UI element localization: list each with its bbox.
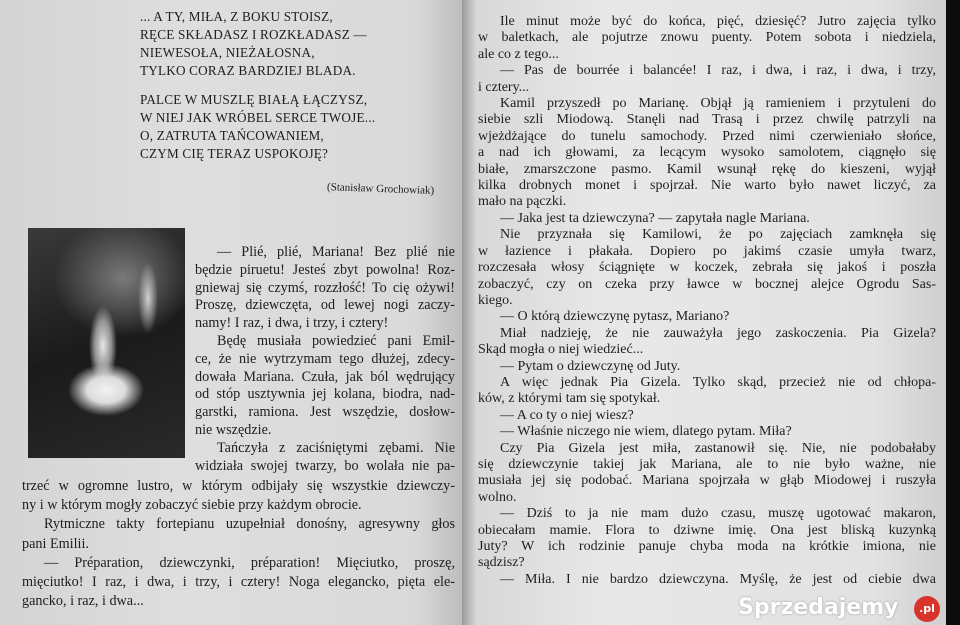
- text-line: Rytmiczne takty fortepianu uzupełniał donośny, agresywny głos: [44, 516, 455, 533]
- text-line: gancko, i raz, i dwa...: [22, 593, 144, 610]
- text-line: ny i w którym mogły zobaczyć siebie przy każdym obrocie.: [22, 497, 362, 514]
- text-line: — Préparation, dziewczynki, préparation! Mięciutko, proszę,: [44, 554, 455, 571]
- book-edge-shadow: [946, 0, 960, 625]
- text-line: będzie piruetu! Jesteś zbyt powolna! Roz-: [195, 261, 455, 278]
- text-line: musiała jej się podobać. Mariana spojrzała w głąb Miodowej i ruszyła: [478, 473, 936, 489]
- text-line: — Właśnie niczego nie wiem, dlatego pytam. Miła?: [500, 424, 792, 440]
- text-line: namy! I raz, i dwa, i trzy, i cztery!: [195, 315, 389, 332]
- text-line: Tańczyła z zaciśniętymi zębami. Nie: [217, 439, 455, 456]
- text-line: siebie szli Miodową. Stanęli nad Trasą i przez chwilę patrzyli na: [478, 112, 936, 128]
- right-page-text: [478, 14, 936, 588]
- text-line: widziała swojej twarzy, bo wolała nie pa-: [195, 457, 455, 474]
- text-line: się dziewczynie takiej jak Mariana, ale to nie było ważne, nie: [478, 456, 936, 472]
- text-line: mało na pączki.: [478, 194, 567, 210]
- text-line: sądzisz?: [478, 555, 525, 571]
- text-line: od stóp usztywnia jej kolana, biodra, nad-: [195, 386, 455, 403]
- text-beside-photo: [195, 244, 455, 475]
- text-line: białe, zmarszczone pasmo. Kamil wsunął rękę do kieszeni, wyjął: [478, 161, 936, 177]
- text-line: Miał nadzieję, że nie zauważyła jego zaskoczenia. Pia Gizela?: [500, 325, 936, 341]
- watermark-badge: .pl: [914, 596, 940, 622]
- text-line: garstki, ramiona. Jest wszędzie, dosłow-: [195, 404, 455, 421]
- text-line: obiecałam mamie. Flora to dziwne imię. Ona jest bliską kuzynką: [478, 522, 936, 538]
- text-line: kiego.: [478, 292, 513, 308]
- text-line: Juty? W ich rodzinie panuje chyba moda na krótkie imiona, nie: [478, 539, 936, 554]
- text-line: nie wszędzie.: [195, 421, 272, 438]
- poem-line: TYLKO CORAZ BARDZIEJ BLADA.: [140, 63, 356, 78]
- text-line: — Pas de bourrée i balancée! I raz, i dwa, i raz, i dwa, i trzy,: [500, 63, 936, 79]
- text-line: pani Emilii.: [22, 535, 89, 552]
- text-line: dowała Mariana. Czuła, jak ból wędrujący: [195, 368, 455, 385]
- text-line: ce, że nie wytrzymam tego dłużej, zdecy-: [195, 350, 455, 367]
- text-full-width: [22, 477, 455, 611]
- text-line: — Pytam o dziewczynę od Juty.: [500, 358, 681, 374]
- text-line: A więc jednak Pia Gizela. Tylko skąd, przecież nie od chłopa-: [500, 374, 936, 390]
- poem-attribution: (Stanisław Grochowiak): [326, 181, 435, 197]
- text-line: Nie przyznała się Kamilowi, że po zajęciach zamknęła się: [500, 227, 936, 243]
- poem-line: PALCE W MUSZLĘ BIAŁĄ ŁĄCZYSZ,: [140, 92, 368, 107]
- text-line: — O którą dziewczynę pytasz, Mariano?: [500, 309, 730, 325]
- text-line: Czy Pia Gizela jest miła, zastanowił się. Nie, nie podobałaby: [500, 440, 936, 456]
- text-line: Proszę, dziewczęta, od lewej nogi zaczy-: [195, 297, 455, 314]
- poem-line: CZYM CIĘ TERAZ USPOKOJĘ?: [140, 146, 329, 161]
- text-line: trzeć w ogromne lustro, w którym odbijały się wszystkie dziewczy-: [22, 478, 455, 494]
- text-line: Skąd mogła o niej wiedzieć...: [478, 342, 644, 358]
- poem-line: ... A TY, MIŁA, Z BOKU STOISZ,: [140, 9, 333, 24]
- text-line: ale co z tego...: [478, 46, 559, 62]
- text-line: kilka drobnych monet i spojrzał. Nie warto było nawet liczyć, za: [478, 178, 936, 194]
- text-line: Kamil przyszedł po Marianę. Objął ją ramieniem i przytuleni do: [500, 96, 936, 112]
- text-line: — Dziś to ja nie mam dużo czasu, muszę ugotować makaron,: [500, 506, 936, 522]
- poem-line: O, ZATRUTA TAŃCOWANIEM,: [140, 128, 324, 143]
- ballerina-photo: [28, 228, 185, 458]
- text-line: — A co ty o niej wiesz?: [500, 407, 634, 423]
- text-line: — Plié, plié, Mariana! Bez plié nie: [217, 244, 455, 260]
- watermark-logo: Sprzedajemy: [738, 595, 899, 620]
- poem-line: W NIEJ JAK WRÓBEL SERCE TWOJE...: [140, 110, 376, 125]
- poem-line: NIEWESOŁA, NIEŻAŁOSNA,: [140, 45, 315, 60]
- poem-line: RĘCE SKŁADASZ I ROZKŁADASZ —: [140, 27, 367, 42]
- text-line: gniewaj się czymś, rozzłość! To cię ożywi!: [195, 279, 455, 296]
- text-line: rozczesała włosy ściągnięte w koczek, zebrała się jakoś i poszła: [478, 260, 936, 276]
- text-line: w łazience i płakała. Dopiero po jakimś czasie umyła twarz,: [478, 243, 936, 259]
- text-line: i cztery...: [478, 79, 530, 95]
- text-line: wolno.: [478, 489, 517, 505]
- text-line: — Jaka jest ta dziewczyna? — zapytała nagle Mariana.: [500, 210, 810, 226]
- poem-stanza-2: [140, 91, 375, 163]
- text-line: mięciutko! I raz, i dwa, i trzy, i cztery! Noga elegancko, pięta ele-: [22, 574, 455, 591]
- poem-stanza-1: [140, 8, 367, 80]
- text-line: Będę musiała powiedzieć pani Emil-: [217, 332, 455, 349]
- text-line: wjeżdżające do tunelu samochody. Przed nimi czerwieniało słońce,: [478, 128, 936, 144]
- text-line: ków, z którymi tam się spotykał.: [478, 391, 661, 407]
- left-page: [0, 0, 462, 625]
- text-line: Ile minut może być do końca, pięć, dziesięć? Jutro zajęcia tylko: [500, 14, 936, 29]
- text-line: a nad ich głowami, za lecącym wysoko samolotem, ciągnęło się: [478, 145, 936, 161]
- text-line: zobaczyć, czy on czeka przy ławce w bocznej alejce Ogrodu Sas-: [478, 276, 936, 292]
- text-line: w baletkach, ale pojutrze znowu puenty. Potem sobota i niedziela,: [478, 30, 936, 46]
- text-line: — Miła. I nie bardzo dziewczyna. Myślę, że jest od ciebie dwa: [500, 571, 936, 587]
